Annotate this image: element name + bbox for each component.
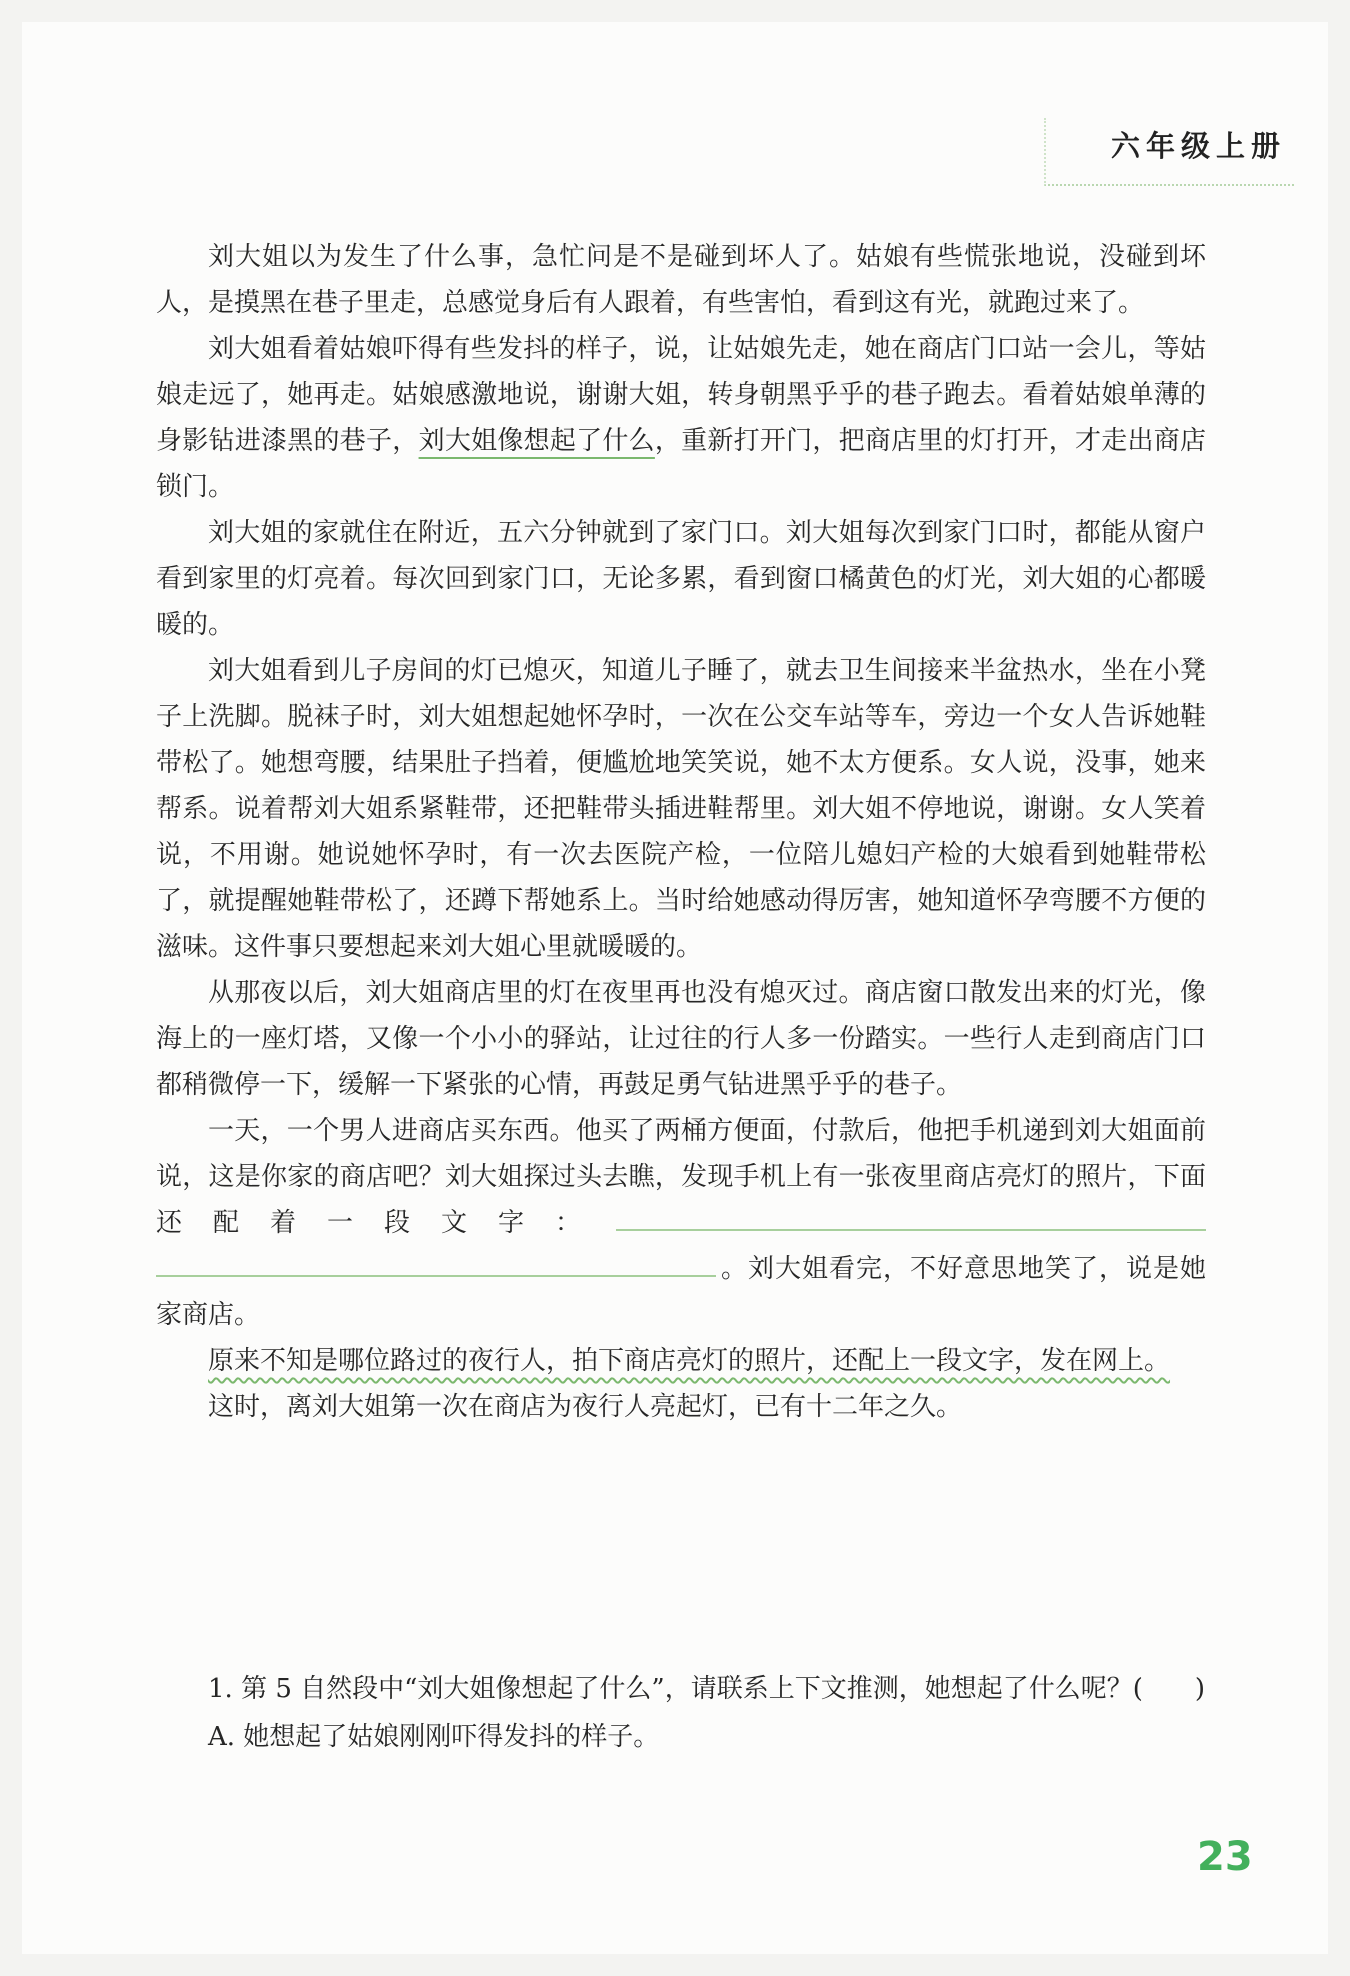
paragraph <box>156 326 1206 510</box>
answer-blank-continued[interactable] <box>156 1274 716 1277</box>
workbook-page <box>22 22 1328 1954</box>
underlined-sentence: 刘大姐像想起了什么 <box>418 426 655 456</box>
grade-label: 六年级上册 <box>1044 118 1294 186</box>
paragraph <box>156 1338 1206 1384</box>
answer-blank[interactable] <box>616 1228 1206 1231</box>
paragraph: 从那夜以后，刘大姐商店里的灯在夜里再也没有熄灭过。商店窗口散发出来的灯光，像海上的一座灯塔，又像一个小小的驿站，让过往的行人多一份踏实。一些行人走到商店门口都稍微停一下，缓解一下紧张的心情，再鼓足勇气钻进黑乎乎的巷子。 <box>156 978 1206 1100</box>
paragraph-text: 一天，一个男人进商店买东西。他买了两桶方便面，付款后，他把手机递到刘大姐面前说，这是你家的商店吧？刘大姐探过头去瞧，发现手机上有一张夜里商店亮灯的照片，下面还配着一段文字： <box>156 1116 1206 1238</box>
paragraph: 刘大姐的家就住在附近，五六分钟就到了家门口。刘大姐每次到家门口时，都能从窗户看到家里的灯亮着。每次回到家门口，无论多累，看到窗口橘黄色的灯光，刘大姐的心都暖暖的。 <box>156 518 1206 640</box>
paragraph-text: ，重新打开门，把商店里的灯打开，才走出商店锁门。 <box>156 426 1206 502</box>
paragraph-text: 。刘大姐看完，不好意思地笑了，说是她家商店。 <box>156 1254 1206 1330</box>
wavy-underlined-sentence: 原来不知是哪位路过的夜行人，拍下商店亮灯的照片，还配上一段文字，发在网上。 <box>208 1346 1171 1376</box>
page-number: 23 <box>1197 1834 1253 1880</box>
paragraph: 刘大姐以为发生了什么事，急忙问是不是碰到坏人了。姑娘有些慌张地说，没碰到坏人，是摸黑在巷子里走，总感觉身后有人跟着，有些害怕，看到这有光，就跑过来了。 <box>156 242 1206 318</box>
paragraph: 这时，离刘大姐第一次在商店为夜行人亮起灯，已有十二年之久。 <box>208 1392 963 1422</box>
question-section <box>156 1666 1206 1760</box>
question-1-option-a[interactable]: A. 她想起了姑娘刚刚吓得发抖的样子。 <box>208 1722 660 1752</box>
question-1-stem: 1. 第 5 自然段中“刘大姐像想起了什么”，请联系上下文推测，她想起了什么呢？( ) <box>208 1674 1206 1704</box>
reading-passage <box>156 234 1206 1430</box>
paragraph <box>156 1108 1206 1338</box>
paragraph-text: 刘大姐看着姑娘吓得有些发抖的样子，说，让姑娘先走，她在商店门口站一会儿，等姑娘走远了，她再走。姑娘感激地说，谢谢大姐，转身朝黑乎乎的巷子跑去。看着姑娘单薄的身影钻进漆黑的巷子， <box>156 334 1206 456</box>
paragraph: 刘大姐看到儿子房间的灯已熄灭，知道儿子睡了，就去卫生间接来半盆热水，坐在小凳子上洗脚。脱袜子时，刘大姐想起她怀孕时，一次在公交车站等车，旁边一个女人告诉她鞋带松了。她想弯腰，结果肚子挡着，便尴尬地笑笑说，她不太方便系。女人说，没事，她来帮系。说着帮刘大姐系紧鞋带，还把鞋带头插进鞋帮里。刘大姐不停地说，谢谢。女人笑着说，不用谢。她说她怀孕时，有一次去医院产检，一位陪儿媳妇产检的大娘看到她鞋带松了，就提醒她鞋带松了，还蹲下帮她系上。当时给她感动得厉害，她知道怀孕弯腰不方便的滋味。这件事只要想起来刘大姐心里就暖暖的。 <box>156 656 1206 962</box>
